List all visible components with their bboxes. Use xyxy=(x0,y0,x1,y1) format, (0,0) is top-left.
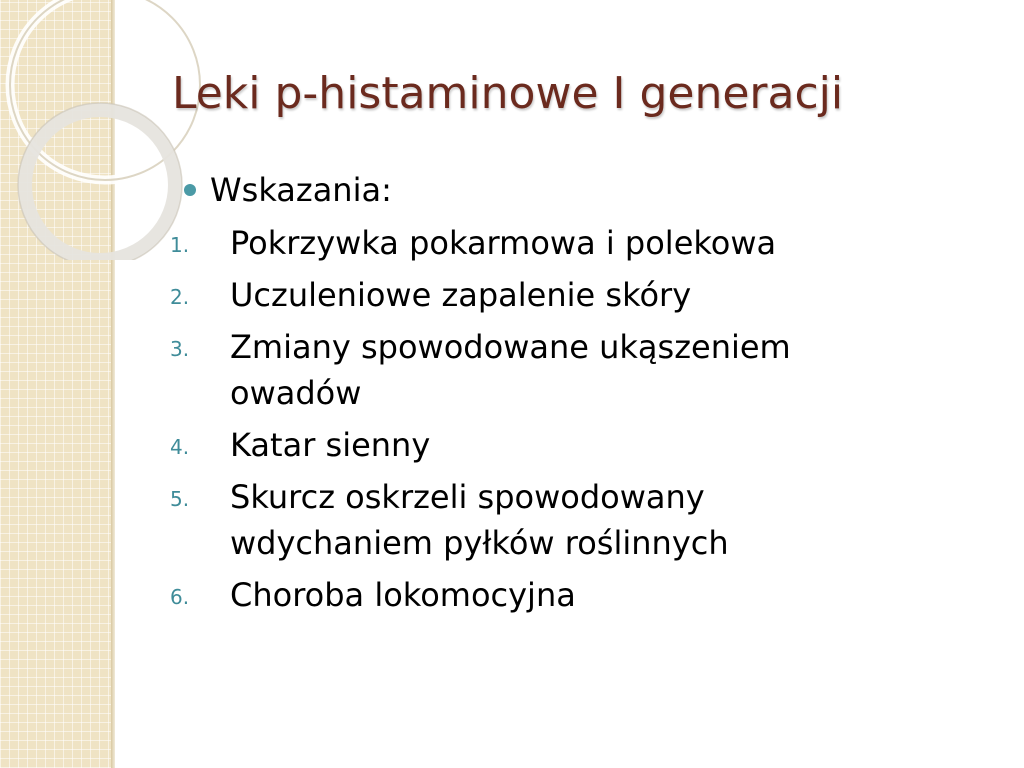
list-item-number: 4. xyxy=(170,435,190,459)
list-item xyxy=(170,474,970,566)
indications-heading: Wskazania: xyxy=(210,171,392,209)
slide-content xyxy=(170,166,970,618)
list-item-number: 2. xyxy=(170,285,190,309)
indications-list xyxy=(170,220,970,618)
list-item-text: Choroba lokomocyjna xyxy=(230,576,576,614)
list-item-text: Zmiany spowodowane ukąszeniem owadów xyxy=(230,328,791,412)
list-item xyxy=(170,272,970,318)
list-item-text: Uczuleniowe zapalenie skóry xyxy=(230,276,692,314)
slide-title: Leki p-histaminowe I generacji xyxy=(172,68,844,119)
list-item xyxy=(170,220,970,266)
list-item-number: 1. xyxy=(170,233,190,257)
list-item-number: 5. xyxy=(170,487,190,511)
list-item xyxy=(170,572,970,618)
list-item-text: Skurcz oskrzeli spowodowany wdychaniem pyłków roślinnych xyxy=(230,478,729,562)
list-item-number: 3. xyxy=(170,337,190,361)
bullet-dot-icon xyxy=(184,184,196,196)
list-item-text: Pokrzywka pokarmowa i polekowa xyxy=(230,224,777,262)
bullet-item xyxy=(170,166,970,214)
list-item-text: Katar sienny xyxy=(230,426,431,464)
list-item xyxy=(170,324,970,416)
list-item-number: 6. xyxy=(170,585,190,609)
list-item xyxy=(170,422,970,468)
